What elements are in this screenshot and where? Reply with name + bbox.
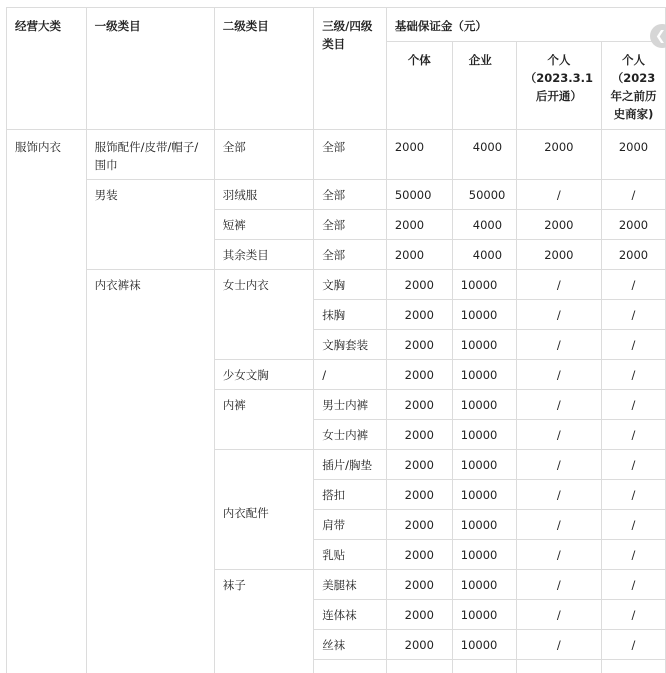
cell-individual: 2000 xyxy=(386,270,452,300)
cell-person-after: / xyxy=(516,540,601,570)
cell-enterprise: 10000 xyxy=(452,330,516,360)
cell-person-after: 2000 xyxy=(516,240,601,270)
cell-individual: 2000 xyxy=(386,450,452,480)
table-row xyxy=(7,180,666,210)
cell-individual: 2000 xyxy=(386,390,452,420)
col-header-enterprise: 企业 xyxy=(452,42,516,130)
cell-individual: 2000 xyxy=(386,570,452,600)
col-header-person-before: 个人（2023年之前历史商家) xyxy=(601,42,665,130)
cell-level3: 全部 xyxy=(314,180,387,210)
col-header-level2: 二级类目 xyxy=(214,8,313,130)
cell-person-before: / xyxy=(601,540,665,570)
cell-person-after: / xyxy=(516,330,601,360)
cell-level3: 文胸套装 xyxy=(314,330,387,360)
cell-person-after: / xyxy=(516,390,601,420)
cell-level3: 搭扣 xyxy=(314,480,387,510)
cell-enterprise-cutoff xyxy=(452,660,516,673)
cell-level3-cutoff xyxy=(314,660,387,673)
cell-enterprise: 50000 xyxy=(452,180,516,210)
cell-level3: / xyxy=(314,360,387,390)
cell-individual: 2000 xyxy=(386,540,452,570)
cell-level2: 少女文胸 xyxy=(214,360,313,390)
chevron-left-icon: ❮ xyxy=(655,28,666,44)
cell-person-after: / xyxy=(516,630,601,660)
cell-level3: 美腿袜 xyxy=(314,570,387,600)
cell-person-before: / xyxy=(601,300,665,330)
cell-individual-cutoff xyxy=(386,660,452,673)
cell-person-before: / xyxy=(601,630,665,660)
header-row xyxy=(7,8,666,42)
cell-enterprise: 4000 xyxy=(452,130,516,180)
cell-enterprise: 4000 xyxy=(452,240,516,270)
cell-person-before: / xyxy=(601,480,665,510)
table-row xyxy=(7,270,666,300)
cell-level1: 服饰配件/皮带/帽子/围巾 xyxy=(86,130,214,180)
cell-person-before-cutoff xyxy=(601,660,665,673)
cell-person-after: / xyxy=(516,180,601,210)
cell-level3: 插片/胸垫 xyxy=(314,450,387,480)
cell-level3: 全部 xyxy=(314,130,387,180)
cell-person-before: / xyxy=(601,450,665,480)
cell-person-after: / xyxy=(516,360,601,390)
cell-person-before: / xyxy=(601,600,665,630)
col-header-category: 经营大类 xyxy=(7,8,87,130)
cell-person-after: 2000 xyxy=(516,130,601,180)
cell-enterprise: 10000 xyxy=(452,420,516,450)
cell-person-before: 2000 xyxy=(601,240,665,270)
cell-enterprise: 10000 xyxy=(452,390,516,420)
cell-person-before: / xyxy=(601,510,665,540)
cell-person-before: / xyxy=(601,330,665,360)
cell-enterprise: 10000 xyxy=(452,270,516,300)
cell-individual: 2000 xyxy=(386,600,452,630)
cell-person-after: 2000 xyxy=(516,210,601,240)
cell-individual: 2000 xyxy=(386,300,452,330)
cell-individual: 2000 xyxy=(386,330,452,360)
deposit-table xyxy=(6,7,666,673)
col-header-person-after: 个人（2023.3.1后开通） xyxy=(516,42,601,130)
cell-person-before: / xyxy=(601,360,665,390)
table-row xyxy=(7,130,666,180)
cell-level3: 抹胸 xyxy=(314,300,387,330)
cell-enterprise: 4000 xyxy=(452,210,516,240)
cell-enterprise: 10000 xyxy=(452,510,516,540)
cell-level2: 羽绒服 xyxy=(214,180,313,210)
cell-level2: 其余类目 xyxy=(214,240,313,270)
cell-enterprise: 10000 xyxy=(452,360,516,390)
cell-level2: 内衣配件 xyxy=(214,450,313,570)
cell-level3: 文胸 xyxy=(314,270,387,300)
cell-level2: 内裤 xyxy=(214,390,313,450)
cell-individual: 2000 xyxy=(386,420,452,450)
cell-level2: 全部 xyxy=(214,130,313,180)
cell-level2: 短裤 xyxy=(214,210,313,240)
cell-level2: 袜子 xyxy=(214,570,313,673)
cell-enterprise: 10000 xyxy=(452,300,516,330)
cell-level3: 乳贴 xyxy=(314,540,387,570)
cell-individual: 2000 xyxy=(386,130,452,180)
cell-level3: 全部 xyxy=(314,240,387,270)
col-header-individual: 个体 xyxy=(386,42,452,130)
cell-level3: 女士内裤 xyxy=(314,420,387,450)
cell-level1: 男装 xyxy=(86,180,214,270)
cell-enterprise: 10000 xyxy=(452,600,516,630)
cell-enterprise: 10000 xyxy=(452,480,516,510)
col-header-deposit: 基础保证金（元） xyxy=(386,8,665,42)
cell-person-after: / xyxy=(516,420,601,450)
cell-level2: 女士内衣 xyxy=(214,270,313,360)
cell-person-after: / xyxy=(516,510,601,540)
cell-person-before: / xyxy=(601,270,665,300)
cell-person-after: / xyxy=(516,600,601,630)
cell-level3: 连体袜 xyxy=(314,600,387,630)
cell-person-after: / xyxy=(516,270,601,300)
cell-person-before: / xyxy=(601,390,665,420)
cell-category: 服饰内衣 xyxy=(7,130,87,673)
cell-individual: 2000 xyxy=(386,360,452,390)
cell-person-after: / xyxy=(516,300,601,330)
cell-person-after: / xyxy=(516,570,601,600)
cell-person-before: / xyxy=(601,180,665,210)
cell-person-before: 2000 xyxy=(601,210,665,240)
cell-individual: 2000 xyxy=(386,480,452,510)
cell-person-after: / xyxy=(516,450,601,480)
cell-enterprise: 10000 xyxy=(452,450,516,480)
cell-person-before: / xyxy=(601,570,665,600)
cell-individual: 2000 xyxy=(386,240,452,270)
col-header-level34: 三级/四级类目 xyxy=(314,8,387,130)
cell-individual: 2000 xyxy=(386,210,452,240)
cell-level1: 内衣裤袜 xyxy=(86,270,214,673)
cell-individual: 2000 xyxy=(386,510,452,540)
cell-enterprise: 10000 xyxy=(452,570,516,600)
cell-person-before: 2000 xyxy=(601,130,665,180)
cell-level3: 丝袜 xyxy=(314,630,387,660)
cell-level3: 男士内裤 xyxy=(314,390,387,420)
cell-person-after-cutoff xyxy=(516,660,601,673)
cell-enterprise: 10000 xyxy=(452,540,516,570)
cell-level3: 肩带 xyxy=(314,510,387,540)
cell-individual: 2000 xyxy=(386,630,452,660)
cell-individual: 50000 xyxy=(386,180,452,210)
col-header-level1: 一级类目 xyxy=(86,8,214,130)
cell-person-before: / xyxy=(601,420,665,450)
cell-enterprise: 10000 xyxy=(452,630,516,660)
cell-level3: 全部 xyxy=(314,210,387,240)
cell-person-after: / xyxy=(516,480,601,510)
